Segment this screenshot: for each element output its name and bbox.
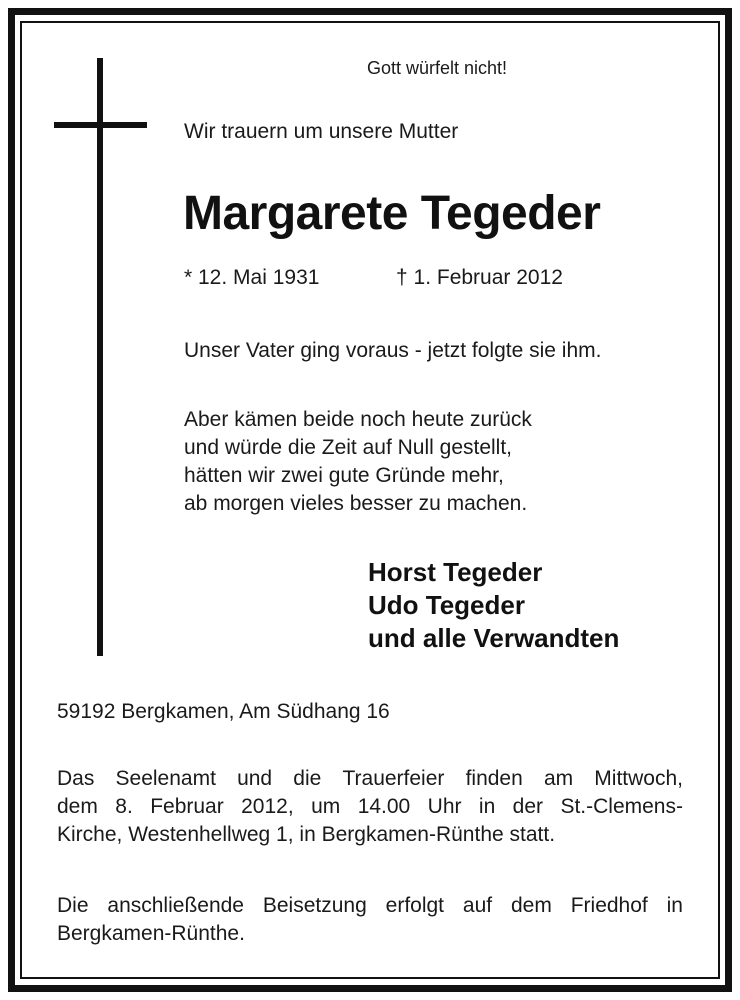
signers: [368, 556, 619, 655]
signer: Udo Tegeder: [368, 590, 525, 620]
service-word: 2012,: [241, 795, 294, 818]
burial-word: erfolgt: [385, 894, 445, 917]
cross-icon-bar: [54, 122, 147, 128]
service-word: Das: [57, 767, 95, 790]
service-line: [57, 793, 683, 821]
address: 59192 Bergkamen, Am Südhang 16: [57, 700, 390, 723]
birth-date: * 12. Mai 1931: [184, 266, 320, 289]
poem-line: Aber kämen beide noch heute zurück: [184, 408, 532, 431]
service-word: Mittwoch,: [594, 767, 683, 790]
service-word: Trauerfeier: [342, 767, 445, 790]
signer: und alle Verwandten: [368, 623, 620, 653]
service-word: dem: [57, 795, 98, 818]
death-date: † 1. Februar 2012: [396, 266, 563, 289]
service-word: 14.00: [357, 795, 411, 818]
poem-line: ab morgen vieles besser zu machen.: [184, 492, 528, 515]
intro-line: Wir trauern um unsere Mutter: [184, 120, 459, 143]
service-word: am: [543, 767, 574, 790]
service-word: Uhr: [427, 795, 462, 818]
service-line: [57, 821, 683, 849]
cross-icon: [97, 58, 103, 656]
poem-line: und würde die Zeit auf Null gestellt,: [184, 436, 513, 459]
burial-line: [57, 892, 683, 920]
burial-word: dem: [510, 894, 552, 917]
service-word: in: [478, 795, 496, 818]
burial-paragraph: [57, 892, 683, 948]
service-word: um: [311, 795, 341, 818]
burial-word: auf: [462, 894, 493, 917]
burial-word: in: [666, 894, 683, 917]
burial-word: Bergkamen-Rünthe.: [57, 922, 245, 945]
motto: Gott würfelt nicht!: [367, 58, 508, 78]
poem-line: hätten wir zwei gute Gründe mehr,: [184, 464, 504, 487]
signer: Horst Tegeder: [368, 557, 543, 587]
service-word: Kirche, Westenhellweg 1, in Bergkamen-Rünthe statt.: [57, 823, 556, 846]
burial-word: Die: [57, 894, 89, 917]
service-paragraph: [57, 765, 683, 849]
service-word: Seelenamt: [115, 767, 216, 790]
burial-word: Beisetzung: [262, 894, 367, 917]
service-word: der: [512, 795, 544, 818]
service-line: [57, 765, 683, 793]
service-word: 8.: [115, 795, 133, 818]
poem: [184, 406, 532, 518]
service-word: St.-Clemens-: [560, 795, 683, 818]
burial-line: [57, 920, 683, 948]
service-word: die: [293, 767, 322, 790]
father-line: Unser Vater ging voraus - jetzt folgte sie ihm.: [184, 339, 602, 362]
service-word: und: [237, 767, 273, 790]
deceased-name: Margarete Tegeder: [183, 187, 601, 240]
service-word: Februar: [150, 795, 224, 818]
service-word: finden: [465, 767, 523, 790]
burial-word: Friedhof: [570, 894, 648, 917]
burial-word: anschließende: [107, 894, 244, 917]
